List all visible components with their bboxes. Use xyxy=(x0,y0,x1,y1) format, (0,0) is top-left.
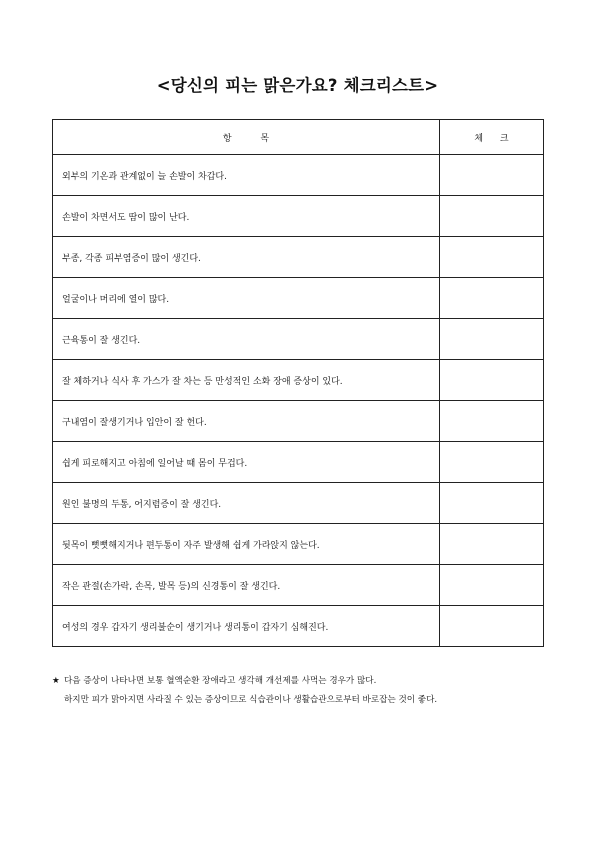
row-item-text: 부종, 각종 피부염증이 많이 생긴다. xyxy=(53,237,440,278)
table-row xyxy=(53,278,544,319)
row-item-text: 손발이 차면서도 땀이 많이 난다. xyxy=(53,196,440,237)
table-row xyxy=(53,155,544,196)
row-item-text: 근육통이 잘 생긴다. xyxy=(53,319,440,360)
row-item-text: 쉽게 피로해지고 아침에 일어날 때 몸이 무겁다. xyxy=(53,442,440,483)
row-item-text: 외부의 기온과 관계없이 늘 손발이 차갑다. xyxy=(53,155,440,196)
table-row xyxy=(53,196,544,237)
table-row xyxy=(53,483,544,524)
check-cell[interactable] xyxy=(440,442,544,483)
check-cell[interactable] xyxy=(440,237,544,278)
header-item xyxy=(53,120,440,155)
footnote xyxy=(52,672,547,709)
header-check xyxy=(440,120,544,155)
table-row xyxy=(53,237,544,278)
check-cell[interactable] xyxy=(440,155,544,196)
check-cell[interactable] xyxy=(440,401,544,442)
row-item-text: 얼굴이나 머리에 열이 많다. xyxy=(53,278,440,319)
page-title: <당신의 피는 맑은가요? 체크리스트> xyxy=(156,76,439,95)
checklist-table xyxy=(52,119,544,647)
star-icon: ★ xyxy=(52,676,60,686)
check-cell[interactable] xyxy=(440,278,544,319)
row-item-text: 여성의 경우 갑자기 생리불순이 생기거나 생리통이 갑자기 심해진다. xyxy=(53,606,440,647)
check-cell[interactable] xyxy=(440,360,544,401)
row-item-text: 잘 체하거나 식사 후 가스가 잘 차는 등 만성적인 소화 장애 증상이 있다. xyxy=(53,360,440,401)
table-header-row xyxy=(53,120,544,155)
check-cell[interactable] xyxy=(440,483,544,524)
table-row xyxy=(53,360,544,401)
check-cell[interactable] xyxy=(440,319,544,360)
footnote-line-1: 다음 증상이 나타나면 보통 혈액순환 장애라고 생각해 개선제를 사먹는 경우가 많다. xyxy=(64,676,377,686)
check-cell[interactable] xyxy=(440,196,544,237)
table-row xyxy=(53,524,544,565)
row-item-text: 원인 불명의 두통, 어지럼증이 잘 생긴다. xyxy=(53,483,440,524)
check-cell[interactable] xyxy=(440,524,544,565)
row-item-text: 작은 관절(손가락, 손목, 발목 등)의 신경통이 잘 생긴다. xyxy=(53,565,440,606)
table-row xyxy=(53,319,544,360)
table-row xyxy=(53,565,544,606)
table-row xyxy=(53,442,544,483)
check-cell[interactable] xyxy=(440,565,544,606)
header-item-label: 항 목 xyxy=(222,133,270,144)
row-item-text: 뒷목이 뻣뻣해지거나 편두통이 자주 발생해 쉽게 가라앉지 않는다. xyxy=(53,524,440,565)
row-item-text: 구내염이 잘생기거나 입안이 잘 헌다. xyxy=(53,401,440,442)
table-row xyxy=(53,606,544,647)
footnote-line-2: 하지만 피가 맑아지면 사라질 수 있는 증상이므로 식습관이나 생활습관으로부터 바로잡는 것이 좋다. xyxy=(64,694,438,705)
table-row xyxy=(53,401,544,442)
header-check-label: 체 크 xyxy=(474,133,509,144)
check-cell[interactable] xyxy=(440,606,544,647)
footnote-text xyxy=(64,672,547,709)
